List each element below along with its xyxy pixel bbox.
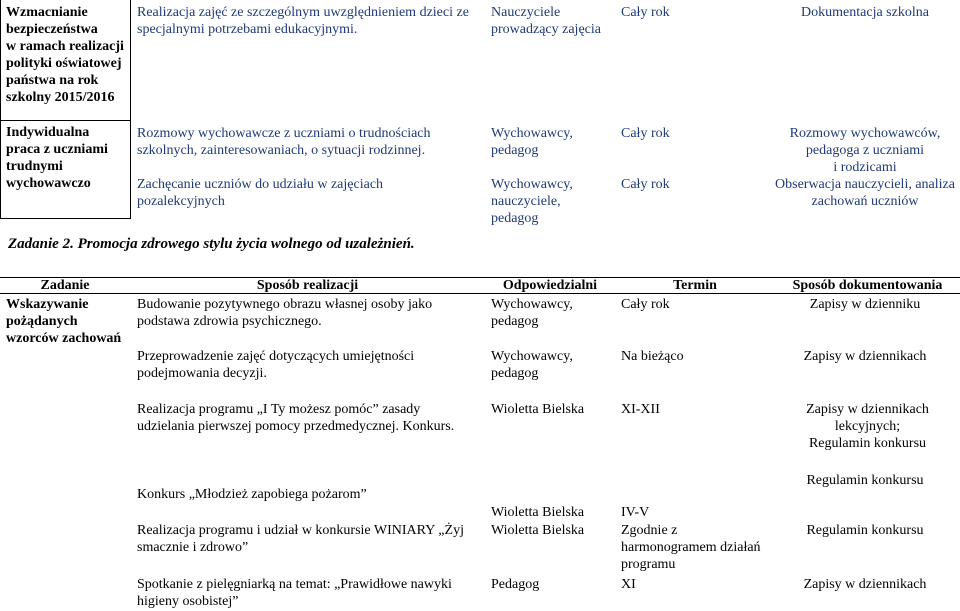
t1-r1-method: Realizacja zajęć ze szczególnym uwzględnieniem dzieci ze specjalnymi potrzebami edukacyjnymi.: [137, 5, 469, 37]
t1-r2-term: Cały rok: [621, 126, 670, 141]
t2-r6-responsible: Pedagog: [491, 577, 540, 592]
t2-r5-method: Realizacja programu i udział w konkursie WINIARY „Żyj smacznie i zdrowo”: [137, 523, 464, 555]
t2-r6-term: XI: [621, 577, 636, 592]
t2-header-responsible: Odpowiedzialni: [502, 278, 598, 293]
t1-col-divider: [130, 0, 131, 219]
t2-header-doc: Sposób dokumentowania: [792, 278, 943, 293]
t2-r4-method: Konkurs „Młodzież zapobiega pożarom”: [137, 487, 367, 502]
t1-r2-responsible: Wychowawcy, pedagog: [491, 126, 573, 158]
t2-r4-doc: Regulamin konkursu: [806, 473, 924, 488]
t1-r1-term: Cały rok: [621, 5, 670, 20]
t2-r1-term: Cały rok: [621, 297, 670, 312]
t1-r3-term: Cały rok: [621, 177, 670, 192]
t2-r5-term: Zgodnie z harmonogramem działań programu: [621, 523, 761, 572]
t2-r1-responsible: Wychowawcy, pedagog: [491, 297, 573, 329]
section-heading: Zadanie 2. Promocja zdrowego stylu życia wolnego od uzależnień.: [8, 236, 415, 252]
t2-r2-doc: Zapisy w dziennikach: [803, 349, 927, 364]
t2-task: Wskazywanie pożądanych wzorców zachowań: [6, 297, 122, 346]
t1-r1-doc: Dokumentacja szkolna: [801, 5, 929, 20]
t2-r1-doc: Zapisy w dzienniku: [809, 297, 921, 312]
t1-r3-method: Zachęcanie uczniów do udziału w zajęciach pozalekcyjnych: [137, 177, 384, 209]
t2-r3-responsible: Wioletta Bielska: [491, 402, 585, 417]
t1-r3-doc: Obserwacja nauczycieli, analiza zachowań uczniów: [775, 177, 955, 209]
t2-r3-doc: Zapisy w dziennikach lekcyjnych; Regulamin konkursu: [806, 402, 929, 451]
t1-task-divider: [0, 120, 131, 121]
t1-task-sub: Indywidualna praca z uczniami trudnymi wychowawczo: [6, 125, 108, 191]
t2-r4-term: IV-V: [621, 505, 650, 520]
t1-r2-method: Rozmowy wychowawcze z uczniami o trudnościach szkolnych, zainteresowaniach, o sytuacji rodzinnej.: [137, 126, 431, 158]
t1-left-border: [0, 0, 1, 219]
t2-header-method: Sposób realizacji: [256, 278, 359, 293]
t1-r3-responsible: Wychowawcy, nauczyciele, pedagog: [491, 177, 573, 226]
t1-r1-responsible: Nauczyciele prowadzący zajęcia: [491, 5, 601, 37]
t2-r6-doc: Zapisy w dziennikach: [803, 577, 927, 592]
t1-bottom-border: [0, 218, 131, 219]
t2-r2-responsible: Wychowawcy, pedagog: [491, 349, 573, 381]
t2-r4-responsible: Wioletta Bielska: [491, 505, 585, 520]
t1-task-title: Wzmacnianie bezpieczeństwa w ramach realizacji polityki oświatowej państwa na rok szkolny 2015/2016: [6, 5, 124, 105]
t2-r3-method: Realizacja programu „I Ty możesz pomóc” zasady udzielania pierwszej pomocy przedmedycznej. Konkurs.: [137, 402, 455, 434]
t2-r5-doc: Regulamin konkursu: [806, 523, 924, 538]
t2-r1-method: Budowanie pozytywnego obrazu własnej osoby jako podstawa zdrowia psychicznego.: [137, 297, 433, 329]
t2-r5-responsible: Wioletta Bielska: [491, 523, 585, 538]
t2-r2-term: Na bieżąco: [621, 349, 684, 364]
t2-r2-method: Przeprowadzenie zajęć dotyczących umiejętności podejmowania decyzji.: [137, 349, 415, 381]
t2-header-term: Termin: [673, 278, 717, 293]
t2-header-task: Zadanie: [40, 278, 90, 293]
t1-r2-doc: Rozmowy wychowawców, pedagoga z uczniami i rodzicami: [789, 126, 941, 175]
t2-r6-method: Spotkanie z pielęgniarką na temat: „Prawidłowe nawyki higieny osobistej”: [137, 577, 452, 609]
t2-r3-term: XI-XII: [621, 402, 660, 417]
